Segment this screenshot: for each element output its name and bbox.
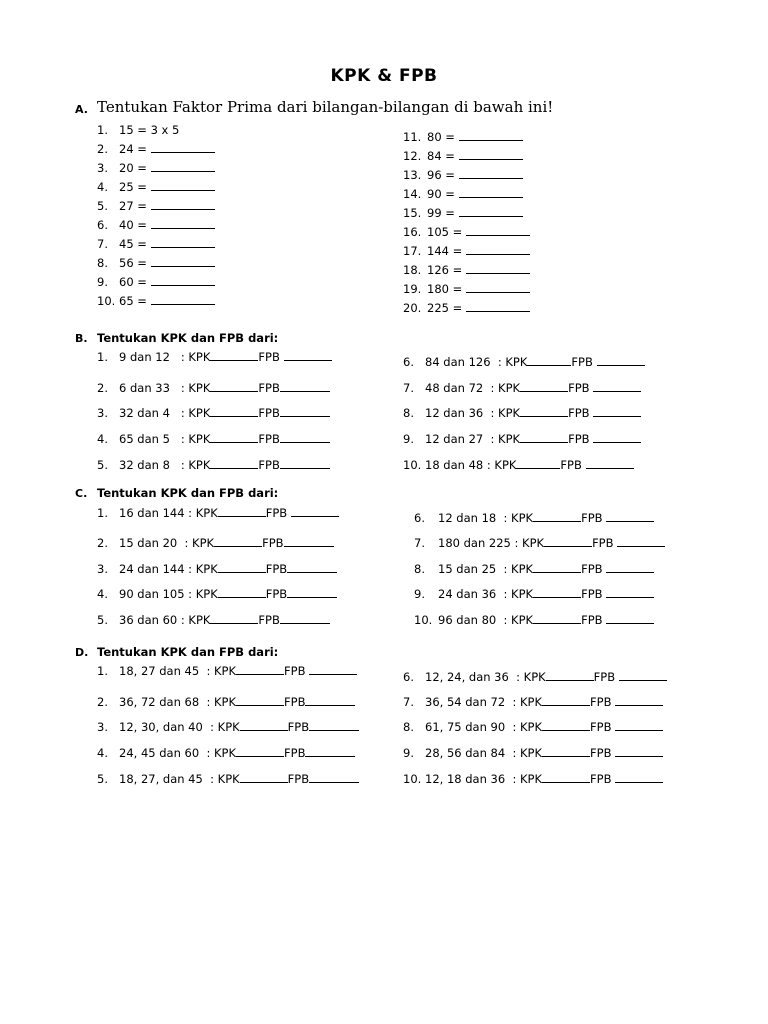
item-number: 4. [97, 432, 108, 446]
kpk-blank[interactable] [236, 746, 284, 757]
item-text: 80 = [427, 130, 455, 144]
fpb-label: FPB [568, 432, 590, 446]
list-item [403, 381, 641, 395]
item-text: 24 = [119, 142, 147, 156]
answer-blank[interactable] [151, 256, 215, 267]
item-text: 28, 56 dan 84 : KPK [425, 746, 543, 760]
item-text: 15 dan 25 : KPK [438, 562, 534, 576]
list-item [97, 406, 330, 420]
item-number: 2. [97, 536, 108, 550]
answer-blank[interactable] [459, 187, 523, 198]
item-text: 6 dan 33 : KPK [119, 381, 211, 395]
kpk-blank[interactable] [240, 720, 288, 731]
item-number: 9. [403, 746, 414, 760]
list-item [97, 275, 215, 289]
list-item [414, 562, 654, 576]
list-item [414, 587, 654, 601]
kpk-blank[interactable] [546, 670, 594, 681]
kpk-blank[interactable] [542, 772, 590, 783]
list-item [403, 149, 523, 163]
list-item [403, 168, 523, 182]
item-number: 3. [97, 161, 108, 175]
fpb-blank[interactable] [606, 562, 654, 573]
item-text: 36, 72 dan 68 : KPK [119, 695, 237, 709]
fpb-blank[interactable] [615, 772, 663, 783]
fpb-label: FPB [560, 458, 582, 472]
fpb-blank[interactable] [309, 772, 359, 783]
list-item [97, 695, 355, 709]
item-text: 20 = [119, 161, 147, 175]
list-item [97, 381, 330, 395]
fpb-label: FPB [284, 695, 306, 709]
item-text: 24, 45 dan 60 : KPK [119, 746, 237, 760]
kpk-blank[interactable] [210, 406, 258, 417]
item-number: 6. [403, 355, 414, 369]
kpk-blank[interactable] [533, 562, 581, 573]
fpb-blank[interactable] [606, 587, 654, 598]
item-number: 1. [97, 123, 108, 137]
item-text: 105 = [427, 225, 463, 239]
kpk-blank[interactable] [218, 587, 266, 598]
item-number: 10. [403, 772, 422, 786]
kpk-blank[interactable] [218, 562, 266, 573]
item-number: 3. [97, 562, 108, 576]
item-number: 2. [97, 695, 108, 709]
item-number: 8. [97, 256, 108, 270]
answer-blank[interactable] [151, 199, 215, 210]
answer-blank[interactable] [151, 180, 215, 191]
item-number: 7. [403, 381, 414, 395]
section-a-letter: A. [75, 103, 88, 116]
item-text: 12, 24, dan 36 : KPK [425, 670, 546, 684]
kpk-blank[interactable] [542, 746, 590, 757]
answer-blank[interactable] [466, 301, 530, 312]
item-text: 61, 75 dan 90 : KPK [425, 720, 543, 734]
item-text: 24 dan 36 : KPK [438, 587, 534, 601]
list-item [414, 511, 654, 525]
list-item [97, 294, 215, 308]
kpk-blank[interactable] [210, 613, 258, 624]
list-item [97, 256, 215, 270]
item-text: 84 = [427, 149, 455, 163]
kpk-blank[interactable] [544, 536, 592, 547]
fpb-blank[interactable] [615, 695, 663, 706]
answer-blank[interactable] [466, 282, 530, 293]
list-item [97, 562, 337, 576]
list-item [403, 432, 641, 446]
list-item [97, 720, 359, 734]
item-number: 5. [97, 199, 108, 213]
item-number: 9. [403, 432, 414, 446]
fpb-label: FPB [590, 746, 612, 760]
item-text: 12 dan 36 : KPK [425, 406, 521, 420]
list-item [403, 244, 530, 258]
kpk-blank[interactable] [527, 355, 571, 366]
answer-blank[interactable] [459, 130, 523, 141]
item-text: 18 dan 48 : KPK [425, 458, 517, 472]
kpk-blank[interactable] [542, 720, 590, 731]
list-item [97, 350, 332, 364]
item-text: 25 = [119, 180, 147, 194]
list-item [403, 406, 641, 420]
answer-blank[interactable] [151, 161, 215, 172]
kpk-blank[interactable] [533, 511, 581, 522]
fpb-blank[interactable] [615, 746, 663, 757]
list-item [403, 695, 663, 709]
item-text: 12 dan 18 : KPK [438, 511, 534, 525]
list-item [403, 772, 663, 786]
fpb-blank[interactable] [606, 613, 654, 624]
fpb-blank[interactable] [287, 562, 337, 573]
fpb-label: FPB [590, 720, 612, 734]
fpb-blank[interactable] [617, 536, 665, 547]
kpk-blank[interactable] [520, 432, 568, 443]
item-text: 27 = [119, 199, 147, 213]
list-item [97, 772, 359, 786]
list-item [414, 613, 654, 627]
item-text: 12, 30, dan 40 : KPK [119, 720, 240, 734]
item-number: 2. [97, 142, 108, 156]
item-number: 7. [414, 536, 425, 550]
answer-blank[interactable] [151, 294, 215, 305]
item-text: 40 = [119, 218, 147, 232]
list-item [403, 355, 645, 369]
fpb-label: FPB [581, 562, 603, 576]
item-number: 9. [414, 587, 425, 601]
item-number: 4. [97, 180, 108, 194]
fpb-blank[interactable] [291, 506, 339, 517]
list-item [97, 161, 215, 175]
kpk-blank[interactable] [236, 695, 284, 706]
fpb-label: FPB [581, 587, 603, 601]
fpb-label: FPB [287, 720, 310, 734]
fpb-label: FPB [265, 562, 288, 576]
fpb-blank[interactable] [280, 406, 330, 417]
list-item [97, 432, 330, 446]
kpk-blank[interactable] [210, 432, 258, 443]
item-number: 15. [403, 206, 422, 220]
answer-blank[interactable] [466, 263, 530, 274]
item-number: 7. [97, 237, 108, 251]
item-text: 36 dan 60 : KPK [119, 613, 211, 627]
list-item [97, 506, 339, 520]
item-text: 56 = [119, 256, 147, 270]
kpk-blank[interactable] [218, 506, 266, 517]
list-item [403, 206, 523, 220]
fpb-blank[interactable] [615, 720, 663, 731]
item-number: 1. [97, 664, 108, 678]
answer-blank[interactable] [466, 244, 530, 255]
item-number: 19. [403, 282, 422, 296]
fpb-label: FPB [593, 670, 616, 684]
fpb-blank[interactable] [593, 432, 641, 443]
fpb-label: FPB [590, 772, 612, 786]
fpb-blank[interactable] [280, 381, 330, 392]
item-text: 18, 27, dan 45 : KPK [119, 772, 240, 786]
item-text: 96 = [427, 168, 455, 182]
item-text: 15 = 3 x 5 [119, 123, 180, 137]
item-text: 18, 27 dan 45 : KPK [119, 664, 237, 678]
fpb-blank[interactable] [280, 432, 330, 443]
section-d-title: Tentukan KPK dan FPB dari: [97, 645, 279, 659]
answer-blank[interactable] [151, 275, 215, 286]
item-text: 24 dan 144 : KPK [119, 562, 218, 576]
item-text: 126 = [427, 263, 463, 277]
answer-blank[interactable] [151, 142, 215, 153]
item-text: 32 dan 8 : KPK [119, 458, 211, 472]
fpb-blank[interactable] [593, 381, 641, 392]
item-number: 8. [414, 562, 425, 576]
item-text: 65 = [119, 294, 147, 308]
fpb-blank[interactable] [619, 670, 667, 681]
kpk-blank[interactable] [520, 406, 568, 417]
item-number: 3. [97, 406, 108, 420]
item-number: 6. [414, 511, 425, 525]
section-a-title: Tentukan Faktor Prima dari bilangan-bilangan di bawah ini! [97, 98, 554, 116]
item-text: 96 dan 80 : KPK [438, 613, 534, 627]
item-number: 5. [97, 772, 108, 786]
item-text: 12, 18 dan 36 : KPK [425, 772, 543, 786]
item-text: 36, 54 dan 72 : KPK [425, 695, 543, 709]
answer-blank[interactable] [466, 225, 530, 236]
item-text: 99 = [427, 206, 455, 220]
fpb-blank[interactable] [586, 458, 634, 469]
item-number: 12. [403, 149, 422, 163]
fpb-blank[interactable] [597, 355, 645, 366]
list-item [97, 458, 330, 472]
item-number: 11. [403, 130, 422, 144]
item-number: 20. [403, 301, 422, 315]
fpb-label: FPB [258, 406, 280, 420]
fpb-blank[interactable] [280, 613, 330, 624]
kpk-blank[interactable] [214, 536, 262, 547]
list-item [403, 746, 663, 760]
fpb-label: FPB [265, 506, 288, 520]
list-item [403, 670, 667, 684]
fpb-label: FPB [592, 536, 614, 550]
fpb-blank[interactable] [287, 587, 337, 598]
kpk-blank[interactable] [210, 458, 258, 469]
answer-blank[interactable] [459, 168, 523, 179]
fpb-label: FPB [571, 355, 593, 369]
fpb-label: FPB [284, 746, 306, 760]
item-number: 8. [403, 720, 414, 734]
item-number: 9. [97, 275, 108, 289]
section-d-letter: D. [75, 646, 89, 659]
kpk-blank[interactable] [533, 587, 581, 598]
list-item [403, 263, 530, 277]
item-number: 5. [97, 613, 108, 627]
list-item [403, 130, 523, 144]
item-number: 4. [97, 587, 108, 601]
fpb-label: FPB [568, 381, 590, 395]
item-text: 15 dan 20 : KPK [119, 536, 215, 550]
fpb-blank[interactable] [280, 458, 330, 469]
list-item [97, 123, 179, 137]
kpk-blank[interactable] [240, 772, 288, 783]
item-text: 84 dan 126 : KPK [425, 355, 528, 369]
item-text: 180 = [427, 282, 463, 296]
item-number: 7. [403, 695, 414, 709]
item-number: 10. [414, 613, 433, 627]
item-text: 16 dan 144 : KPK [119, 506, 218, 520]
item-text: 65 dan 5 : KPK [119, 432, 211, 446]
list-item [97, 613, 330, 627]
list-item [414, 536, 665, 550]
list-item [403, 301, 530, 315]
list-item [97, 536, 334, 550]
section-b-title: Tentukan KPK dan FPB dari: [97, 331, 279, 345]
item-number: 10. [403, 458, 422, 472]
section-c-letter: C. [75, 487, 88, 500]
list-item [403, 225, 530, 239]
item-text: 90 dan 105 : KPK [119, 587, 218, 601]
item-text: 90 = [427, 187, 455, 201]
item-number: 6. [403, 670, 414, 684]
fpb-blank[interactable] [593, 406, 641, 417]
item-text: 32 dan 4 : KPK [119, 406, 211, 420]
fpb-blank[interactable] [309, 664, 357, 675]
fpb-blank[interactable] [309, 720, 359, 731]
answer-blank[interactable] [151, 218, 215, 229]
list-item [97, 218, 215, 232]
item-number: 5. [97, 458, 108, 472]
kpk-blank[interactable] [533, 613, 581, 624]
item-number: 1. [97, 506, 108, 520]
list-item [403, 720, 663, 734]
fpb-label: FPB [590, 695, 612, 709]
item-number: 10. [97, 294, 116, 308]
list-item [403, 187, 523, 201]
item-text: 144 = [427, 244, 463, 258]
fpb-blank[interactable] [305, 746, 355, 757]
list-item [97, 664, 357, 678]
list-item [97, 746, 355, 760]
list-item [97, 142, 215, 156]
answer-blank[interactable] [151, 237, 215, 248]
fpb-label: FPB [265, 587, 288, 601]
item-number: 16. [403, 225, 422, 239]
fpb-label: FPB [287, 772, 310, 786]
page-title: KPK & FPB [330, 66, 438, 86]
kpk-blank[interactable] [516, 458, 560, 469]
item-text: 180 dan 225 : KPK [438, 536, 545, 550]
section-b-letter: B. [75, 332, 88, 345]
item-number: 1. [97, 350, 108, 364]
kpk-blank[interactable] [520, 381, 568, 392]
section-c-title: Tentukan KPK dan FPB dari: [97, 486, 279, 500]
fpb-label: FPB [581, 613, 603, 627]
item-text: 225 = [427, 301, 463, 315]
item-number: 13. [403, 168, 422, 182]
fpb-label: FPB [258, 432, 280, 446]
item-number: 3. [97, 720, 108, 734]
item-number: 2. [97, 381, 108, 395]
fpb-label: FPB [568, 406, 590, 420]
list-item [403, 458, 634, 472]
list-item [403, 282, 530, 296]
list-item [97, 237, 215, 251]
fpb-blank[interactable] [284, 350, 332, 361]
kpk-blank[interactable] [542, 695, 590, 706]
fpb-label: FPB [258, 458, 280, 472]
fpb-label: FPB [262, 536, 284, 550]
item-text: 12 dan 27 : KPK [425, 432, 521, 446]
answer-blank[interactable] [459, 206, 523, 217]
item-number: 17. [403, 244, 422, 258]
item-number: 6. [97, 218, 108, 232]
item-text: 45 = [119, 237, 147, 251]
kpk-blank[interactable] [210, 381, 258, 392]
item-number: 4. [97, 746, 108, 760]
answer-blank[interactable] [459, 149, 523, 160]
fpb-blank[interactable] [606, 511, 654, 522]
list-item [97, 180, 215, 194]
list-item [97, 199, 215, 213]
item-number: 14. [403, 187, 422, 201]
fpb-label: FPB [284, 664, 306, 678]
fpb-label: FPB [258, 613, 280, 627]
fpb-blank[interactable] [305, 695, 355, 706]
fpb-label: FPB [258, 381, 280, 395]
item-number: 8. [403, 406, 414, 420]
item-text: 48 dan 72 : KPK [425, 381, 521, 395]
kpk-blank[interactable] [210, 350, 258, 361]
fpb-label: FPB [258, 350, 280, 364]
kpk-blank[interactable] [236, 664, 284, 675]
item-text: 60 = [119, 275, 147, 289]
item-text: 9 dan 12 : KPK [119, 350, 211, 364]
fpb-blank[interactable] [284, 536, 334, 547]
fpb-label: FPB [581, 511, 603, 525]
item-number: 18. [403, 263, 422, 277]
list-item [97, 587, 337, 601]
